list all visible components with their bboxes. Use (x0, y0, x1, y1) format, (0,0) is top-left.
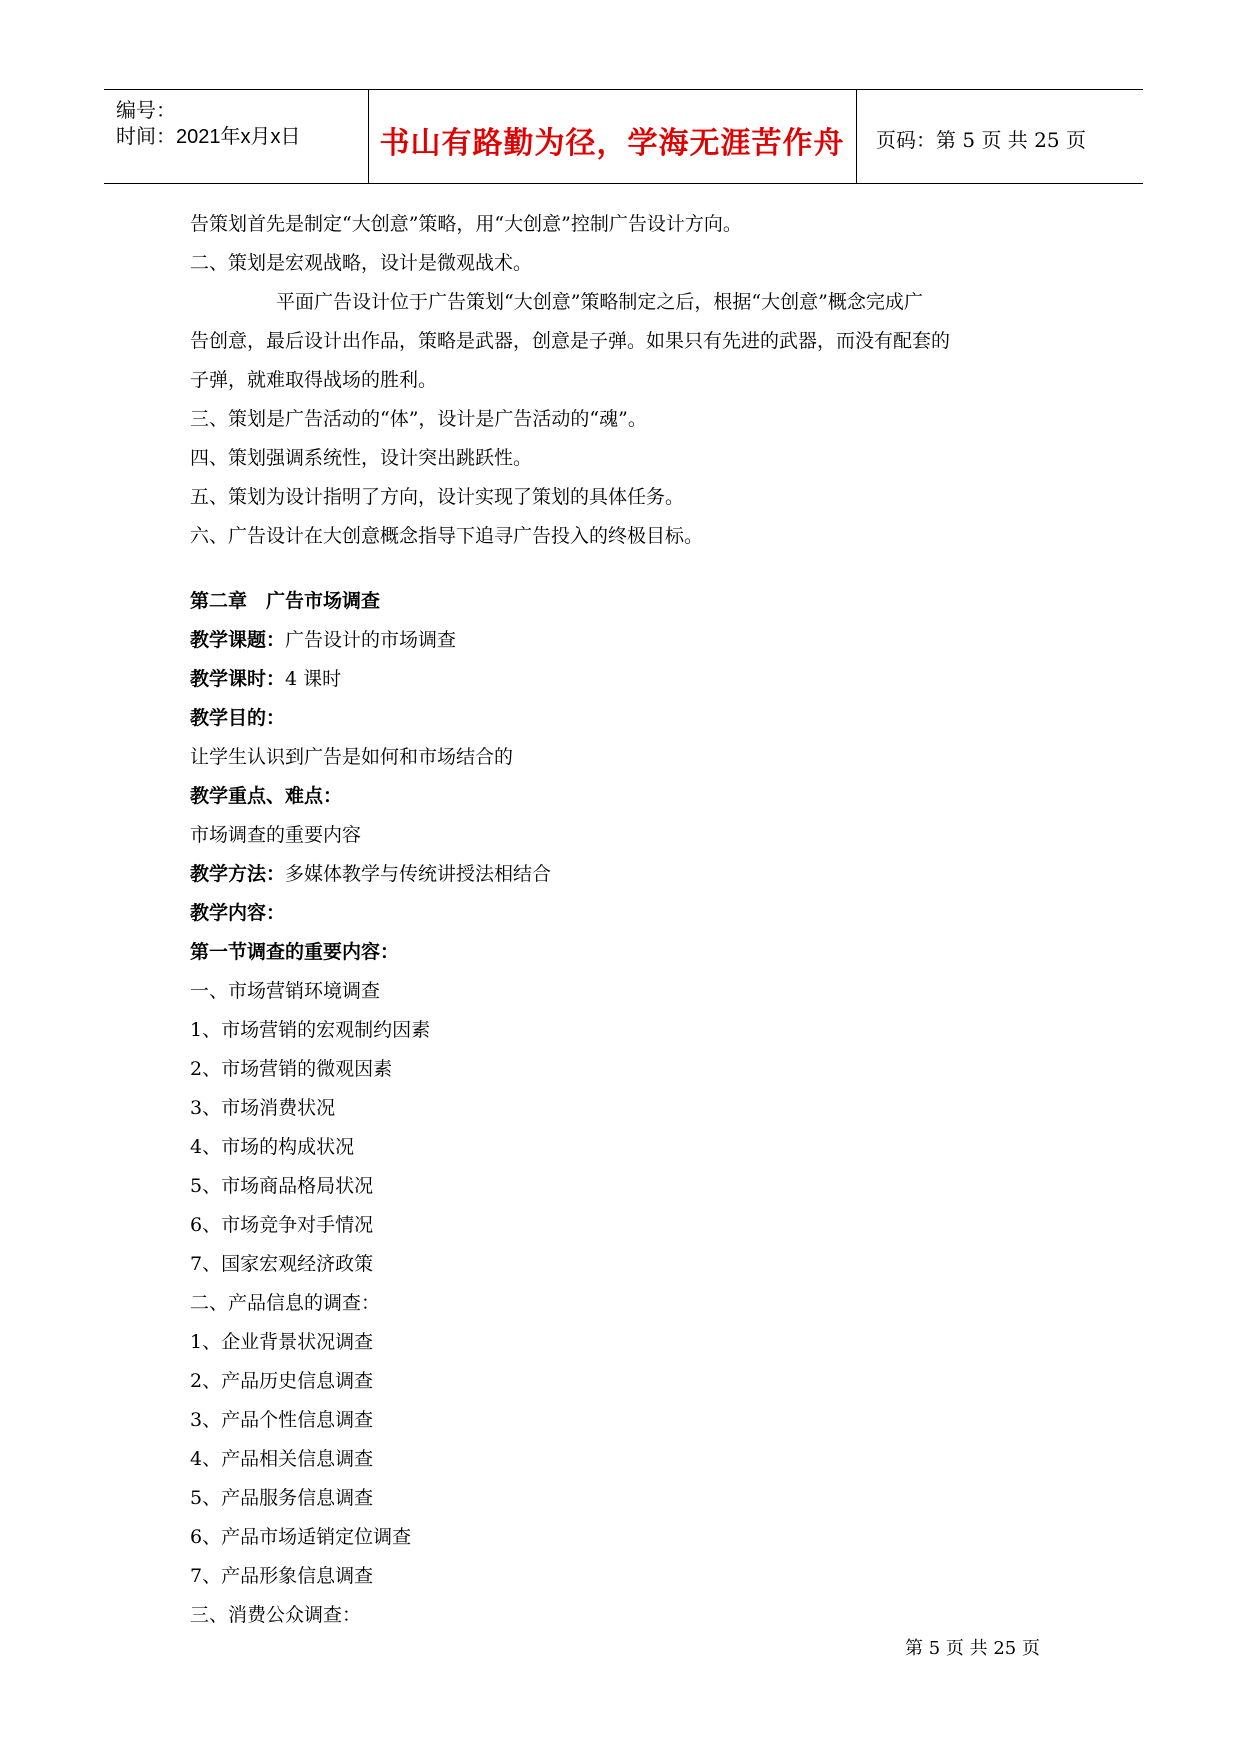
list-item: 6、产品市场适销定位调查 (190, 1526, 412, 1548)
paragraph: 二、策划是宏观战略，设计是微观战术。 (190, 252, 533, 274)
paragraph: 告创意，最后设计出作品，策略是武器，创意是子弹。如果只有先进的武器，而没有配套的 (190, 330, 951, 352)
chapter-title: 第二章 广告市场调查 (190, 591, 381, 612)
content-label: 教学内容： (190, 903, 286, 924)
topic-row (190, 621, 1070, 660)
paragraph: 六、广告设计在大创意概念指导下追寻广告投入的终极目标。 (190, 525, 704, 547)
hours-label: 教学课时： (190, 669, 286, 690)
header-info-cell (104, 90, 369, 183)
list-item: 3、产品个性信息调查 (190, 1409, 374, 1431)
header-page-cell (856, 90, 1143, 183)
list-item: 一、市场营销环境调查 (190, 980, 381, 1002)
header-page-info: 页码：第 5 页 共 25 页 (876, 128, 1086, 152)
paragraph: 五、策划为设计指明了方向，设计实现了策划的具体任务。 (190, 486, 685, 508)
list-item: 5、产品服务信息调查 (190, 1487, 374, 1509)
list-item: 3、市场消费状况 (190, 1097, 336, 1119)
method-value: 多媒体教学与传统讲授法相结合 (285, 863, 552, 885)
paragraph: 三、策划是广告活动的“体”，设计是广告活动的“魂”。 (190, 408, 647, 430)
method-label: 教学方法： (190, 864, 286, 885)
list-item: 1、企业背景状况调查 (190, 1331, 374, 1353)
goal-value: 让学生认识到广告是如何和市场结合的 (190, 746, 514, 768)
list-item: 1、市场营销的宏观制约因素 (190, 1019, 431, 1041)
paragraph: 四、策划强调系统性，设计突出跳跃性。 (190, 447, 533, 469)
list-item: 2、产品历史信息调查 (190, 1370, 374, 1392)
paragraph: 子弹，就难取得战场的胜利。 (190, 369, 438, 391)
hours-value: 4 课时 (285, 668, 342, 690)
spacer (190, 556, 1070, 582)
list-item: 2、市场营销的微观因素 (190, 1058, 393, 1080)
list-item: 4、市场的构成状况 (190, 1136, 355, 1158)
document-time: 时间：2021年x月x日 (116, 126, 301, 148)
key-points-label: 教学重点、难点： (190, 786, 343, 807)
header-motto-cell (368, 90, 857, 183)
method-row (190, 855, 1070, 894)
key-points-value: 市场调查的重要内容 (190, 824, 362, 846)
paragraph: 平面广告设计位于广告策划“大创意”策略制定之后，根据“大创意”概念完成广 (276, 291, 923, 313)
header-motto: 书山有路勤为径，学海无涯苦作舟 (379, 126, 845, 161)
topic-label: 教学课题： (190, 630, 286, 651)
list-item: 5、市场商品格局状况 (190, 1175, 374, 1197)
list-item: 二、产品信息的调查： (190, 1292, 381, 1314)
list-item: 7、国家宏观经济政策 (190, 1253, 374, 1275)
list-item: 三、消费公众调查： (190, 1604, 362, 1626)
goal-label: 教学目的： (190, 708, 286, 729)
list-item: 4、产品相关信息调查 (190, 1448, 374, 1470)
list-item: 7、产品形象信息调查 (190, 1565, 374, 1587)
document-body (190, 205, 1070, 1635)
paragraph: 告策划首先是制定“大创意”策略，用“大创意”控制广告设计方向。 (190, 213, 742, 235)
topic-value: 广告设计的市场调查 (285, 629, 457, 651)
page-footer: 第 5 页 共 25 页 (905, 1638, 1040, 1659)
document-number-label: 编号： (116, 100, 176, 122)
hours-row (190, 660, 1070, 699)
section-title: 第一节调查的重要内容： (190, 942, 400, 963)
page-header (104, 89, 1143, 184)
list-item: 6、市场竞争对手情况 (190, 1214, 374, 1236)
